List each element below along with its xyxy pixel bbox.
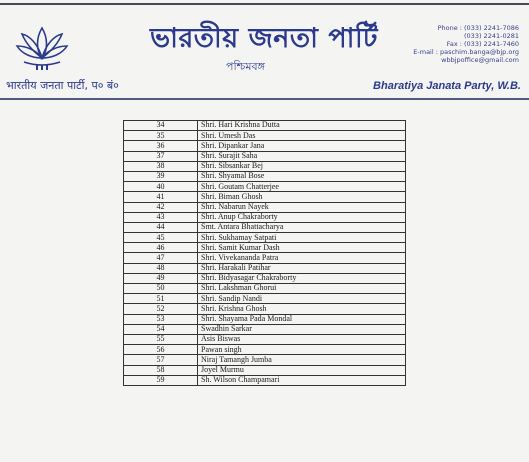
row-number: 50 bbox=[124, 284, 198, 294]
row-number: 59 bbox=[124, 375, 198, 385]
row-number: 40 bbox=[124, 182, 198, 192]
table-row bbox=[124, 171, 406, 181]
member-name: Niraj Tamangh Jumba bbox=[198, 355, 406, 365]
member-name: Shri. Lakshman Ghorui bbox=[198, 284, 406, 294]
party-name-bengali: ভারতীয় জনতা পার্টি bbox=[150, 23, 378, 54]
table-row bbox=[124, 192, 406, 202]
row-number: 54 bbox=[124, 324, 198, 334]
table-row bbox=[124, 233, 406, 243]
contact-block bbox=[369, 24, 519, 64]
row-number: 55 bbox=[124, 334, 198, 344]
member-name: Shri. Sibsankar Bej bbox=[198, 161, 406, 171]
contact-phone-1: Phone : (033) 2241-7086 bbox=[437, 24, 519, 32]
table-row bbox=[124, 324, 406, 334]
row-number: 38 bbox=[124, 161, 198, 171]
member-list bbox=[123, 120, 406, 386]
member-name: Swadhin Sarkar bbox=[198, 324, 406, 334]
state-name-bengali: পশ্চিমবঙ্গ bbox=[226, 60, 265, 73]
row-number: 44 bbox=[124, 222, 198, 232]
top-divider bbox=[0, 3, 529, 5]
row-number: 37 bbox=[124, 151, 198, 161]
member-name: Shri. Goutam Chatterjee bbox=[198, 182, 406, 192]
table-row bbox=[124, 202, 406, 212]
table-row bbox=[124, 182, 406, 192]
member-name: Shri. Sukhamay Satpati bbox=[198, 233, 406, 243]
table-row bbox=[124, 273, 406, 283]
member-name: Joyel Murmu bbox=[198, 365, 406, 375]
row-number: 35 bbox=[124, 131, 198, 141]
row-number: 42 bbox=[124, 202, 198, 212]
member-name: Shri. Bidyasagar Chakraborty bbox=[198, 273, 406, 283]
row-number: 43 bbox=[124, 212, 198, 222]
row-number: 53 bbox=[124, 314, 198, 324]
table-row bbox=[124, 212, 406, 222]
member-name: Shri. Anup Chakraborty bbox=[198, 212, 406, 222]
table-row bbox=[124, 365, 406, 375]
table-row bbox=[124, 345, 406, 355]
table-row bbox=[124, 304, 406, 314]
table-row bbox=[124, 284, 406, 294]
member-name: Shri. Shayama Pada Mondal bbox=[198, 314, 406, 324]
party-name-hindi: भारतीय जनता पार्टी, प० बं० bbox=[6, 79, 119, 92]
member-name: Shri. Dipankar Jana bbox=[198, 141, 406, 151]
row-number: 36 bbox=[124, 141, 198, 151]
table-row bbox=[124, 263, 406, 273]
letterhead bbox=[0, 0, 529, 100]
contact-email-2: wbbjpoffice@gmail.com bbox=[441, 56, 519, 64]
row-number: 45 bbox=[124, 233, 198, 243]
row-number: 58 bbox=[124, 365, 198, 375]
row-number: 47 bbox=[124, 253, 198, 263]
member-table bbox=[123, 120, 406, 386]
member-name: Shri. Krishna Ghosh bbox=[198, 304, 406, 314]
member-name: Shri. Vivekananda Patra bbox=[198, 253, 406, 263]
contact-fax: Fax : (033) 2241-7460 bbox=[446, 40, 519, 48]
row-number: 34 bbox=[124, 121, 198, 131]
table-row bbox=[124, 243, 406, 253]
row-number: 48 bbox=[124, 263, 198, 273]
table-row bbox=[124, 294, 406, 304]
contact-email-1: E-mail : paschim.banga@bjp.org bbox=[413, 48, 519, 56]
member-name: Smt. Antara Bhattacharya bbox=[198, 222, 406, 232]
member-name: Shri. Harakali Patihar bbox=[198, 263, 406, 273]
member-name: Shri. Nabarun Nayek bbox=[198, 202, 406, 212]
row-number: 49 bbox=[124, 273, 198, 283]
table-row bbox=[124, 375, 406, 385]
row-number: 57 bbox=[124, 355, 198, 365]
member-name: Shri. Surajit Saha bbox=[198, 151, 406, 161]
contact-phone-2: (033) 2241-0281 bbox=[464, 32, 519, 40]
table-row bbox=[124, 355, 406, 365]
row-number: 52 bbox=[124, 304, 198, 314]
member-name: Shri. Shyamal Bose bbox=[198, 171, 406, 181]
table-row bbox=[124, 314, 406, 324]
member-name: Sh. Wilson Champamari bbox=[198, 375, 406, 385]
row-number: 46 bbox=[124, 243, 198, 253]
member-name: Asis Biswas bbox=[198, 334, 406, 344]
lotus-logo-icon bbox=[14, 20, 70, 72]
table-row bbox=[124, 141, 406, 151]
table-row bbox=[124, 131, 406, 141]
table-row bbox=[124, 151, 406, 161]
table-row bbox=[124, 253, 406, 263]
bottom-divider bbox=[0, 98, 529, 100]
row-number: 56 bbox=[124, 345, 198, 355]
table-row bbox=[124, 121, 406, 131]
table-row bbox=[124, 161, 406, 171]
row-number: 41 bbox=[124, 192, 198, 202]
table-row bbox=[124, 222, 406, 232]
table-row bbox=[124, 334, 406, 344]
member-name: Shri. Hari Krishna Dutta bbox=[198, 121, 406, 131]
member-name: Pawan singh bbox=[198, 345, 406, 355]
row-number: 39 bbox=[124, 171, 198, 181]
member-name: Shri. Samit Kumar Dash bbox=[198, 243, 406, 253]
party-name-english: Bharatiya Janata Party, W.B. bbox=[373, 80, 521, 92]
member-name: Shri. Umesh Das bbox=[198, 131, 406, 141]
member-name: Shri. Sandip Nandi bbox=[198, 294, 406, 304]
row-number: 51 bbox=[124, 294, 198, 304]
member-name: Shri. Biman Ghosh bbox=[198, 192, 406, 202]
